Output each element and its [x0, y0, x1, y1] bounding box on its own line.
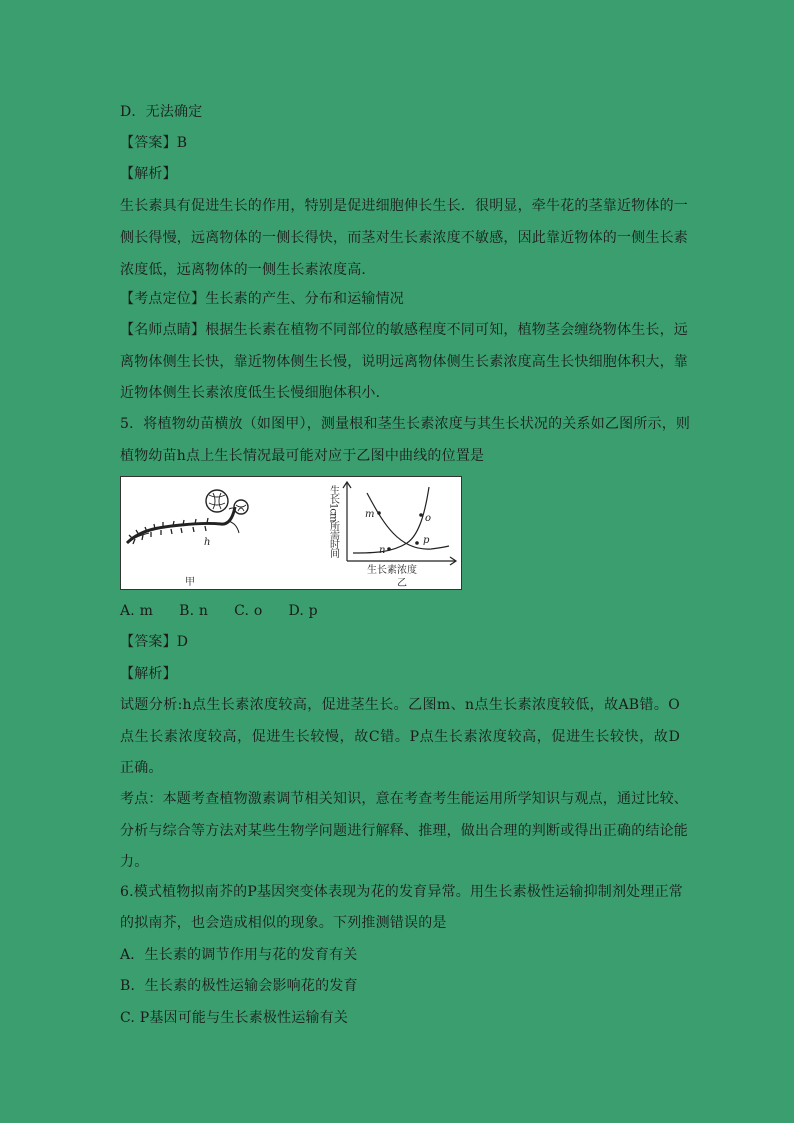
q5-stem-line-1: 5．将植物幼苗横放（如图甲），测量根和茎生长素浓度与其生长状况的关系如乙图所示，则	[120, 416, 691, 432]
point-h-label: h	[204, 537, 211, 548]
q6-stem-line-2: 的拟南芥，也会造成相似的现象。下列推测错误的是	[120, 915, 447, 931]
q5-kaodian-line-1: 考点：本题考查植物激素调节相关知识，意在考查考生能运用所学知识与观点，通过比较、	[120, 791, 688, 807]
q4-mingshi-line-1: 【名师点睛】根据生长素在植物不同部位的敏感程度不同可知，植物茎会缠绕物体生长，远	[120, 322, 688, 338]
q4-analysis-label: 【解析】	[120, 166, 177, 182]
q6-option-a: A．生长素的调节作用与花的发育有关	[120, 947, 358, 963]
figure-yi-label: 乙	[397, 578, 407, 589]
q5-option-c: C. o	[234, 603, 263, 619]
y-axis-label: 生长1cm所需时间	[327, 485, 339, 558]
q5-option-d: D. p	[288, 603, 318, 619]
q5-options	[120, 601, 680, 621]
q4-analysis-line-1: 生长素具有促进生长的作用，特别是促进细胞伸长生长．很明显，牵牛花的茎靠近物体的一	[120, 198, 688, 214]
q4-mingshi-line-3: 近物体侧生长素浓度低生长慢细胞体积小．	[120, 385, 390, 401]
q5-kaodian-line-3: 力。	[120, 854, 149, 870]
q5-figure-drawing	[121, 477, 461, 589]
point-m-label: m	[365, 509, 375, 520]
q5-option-a: A. m	[120, 603, 154, 619]
point-o-label: o	[425, 513, 432, 524]
point-n-label: n	[379, 545, 386, 556]
point-p	[415, 541, 419, 545]
curve-root	[367, 493, 449, 549]
seedling-drawing	[127, 490, 248, 544]
q5-analysis-line-2: 点生长素浓度较高，促进生长较慢，故C错。P点生长素浓度较高，促进生长较快，故D	[120, 729, 680, 745]
q6-stem-line-1: 6.模式植物拟南芥的P基因突变体表现为花的发育异常。用生长素极性运输抑制剂处理正常	[120, 884, 683, 900]
q5-stem-line-2: 植物幼苗h点上生长情况最可能对应于乙图中曲线的位置是	[120, 448, 485, 464]
x-axis-label: 生长素浓度	[367, 565, 417, 576]
point-p-label: p	[423, 535, 430, 546]
q5-analysis-line-3: 正确。	[120, 760, 163, 776]
q5-answer: 【答案】D	[120, 634, 189, 650]
q6-option-c: C. P基因可能与生长素极性运输有关	[120, 1010, 349, 1026]
point-o	[419, 513, 423, 517]
q5-figure	[120, 476, 462, 590]
q4-analysis-line-3: 浓度低，远离物体的一侧生长素浓度高．	[120, 262, 376, 278]
q4-answer: 【答案】B	[120, 135, 188, 151]
q5-analysis-line-1: 试题分析:h点生长素浓度较高，促进茎生长。乙图m、n点生长素浓度较低，故AB错。O	[120, 697, 680, 713]
q4-analysis-line-2: 侧长得慢，远离物体的一侧长得快，而茎对生长素浓度不敏感，因此靠近物体的一侧生长素	[120, 230, 688, 246]
q6-option-b: B．生长素的极性运输会影响花的发育	[120, 978, 358, 994]
q4-kaodian: 【考点定位】生长素的产生、分布和运输情况	[120, 291, 404, 307]
q5-kaodian-line-2: 分析与综合等方法对某些生物学问题进行解释、推理，做出合理的判断或得出正确的结论能	[120, 823, 688, 839]
figure-jia-label: 甲	[185, 577, 195, 588]
q5-option-b: B. n	[179, 603, 209, 619]
q4-option-d: D．无法确定	[120, 104, 203, 120]
point-m	[377, 511, 381, 515]
point-n	[387, 547, 391, 551]
q5-analysis-label: 【解析】	[120, 666, 177, 682]
q4-mingshi-line-2: 离物体侧生长快，靠近物体侧生长慢，说明远离物体侧生长素浓度高生长快细胞体积大，靠	[120, 354, 688, 370]
